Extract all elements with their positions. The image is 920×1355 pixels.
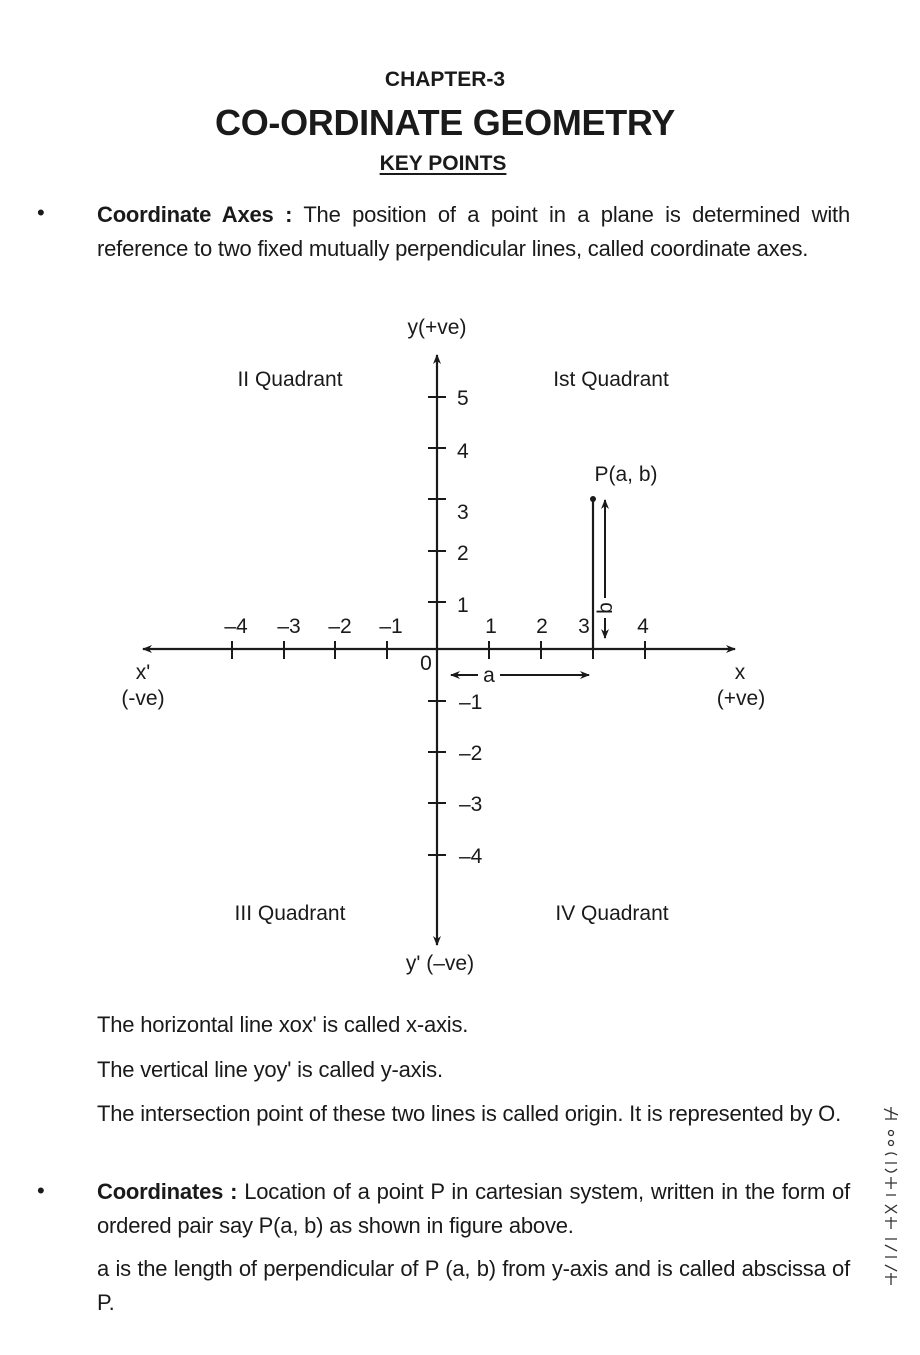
x-tick-label: 1 <box>485 615 497 638</box>
margin-stamp <box>880 1105 902 1290</box>
origin-paragraph: The intersection point of these two lines is called origin. It is represented by O. <box>97 1101 842 1126</box>
y-tick-label: –3 <box>459 793 483 816</box>
a-distance-label: a <box>483 664 495 687</box>
y-tick-label: –1 <box>459 691 483 714</box>
y-tick-label: –4 <box>459 845 483 868</box>
quadrant-4-label: IV Quadrant <box>555 902 669 925</box>
x-tick-label: 2 <box>536 615 548 638</box>
x-tick-label: –4 <box>224 615 248 638</box>
y-tick-label: 3 <box>457 501 469 524</box>
x-positive-label: (+ve) <box>716 687 766 710</box>
x-tick-label: 4 <box>637 615 649 638</box>
bullet-marker: • <box>37 1178 45 1203</box>
quadrant-2-label: II Quadrant <box>237 368 343 391</box>
chapter-number: CHAPTER-3 <box>384 68 506 91</box>
y-tick-label: –2 <box>459 742 483 765</box>
x-axis-label: x <box>734 661 746 684</box>
x-tick-label: 3 <box>578 615 590 638</box>
y-tick-label: 1 <box>457 594 469 617</box>
term-coordinates: Coordinates : <box>97 1179 238 1204</box>
quadrant-3-label: III Quadrant <box>234 902 346 925</box>
quadrant-1-label: Ist Quadrant <box>553 368 669 391</box>
chapter-title: CO-ORDINATE GEOMETRY <box>215 102 675 143</box>
coordinate-axes-definition: The position of a point in a plane is determined with reference to two fixed mutually perpendicular lines, called coordinate axes. <box>97 202 850 261</box>
term-coordinate-axes: Coordinate Axes : <box>97 202 293 227</box>
y-axis-paragraph: The vertical line yoy' is called y-axis. <box>97 1057 443 1082</box>
x-tick-label: –2 <box>328 615 352 638</box>
y-negative-label: y' (–ve) <box>405 952 475 975</box>
coordinate-axes-figure <box>0 300 920 990</box>
coordinates-definition: Location of a point P in cartesian system, written in the form of ordered pair say P(a, b) as shown in figure above. <box>97 1179 851 1238</box>
y-tick-label: 4 <box>457 440 469 463</box>
section-heading-text: KEY POINTS <box>379 152 507 175</box>
bullet-marker: • <box>37 200 45 225</box>
y-tick-label: 5 <box>457 387 469 410</box>
x-tick-label: –3 <box>277 615 301 638</box>
coordinate-axes-paragraph <box>97 198 850 265</box>
point-p-label: P(a, b) <box>594 463 658 486</box>
x-axis-paragraph: The horizontal line xox' is called x-axis. <box>97 1012 469 1037</box>
y-tick-label: 2 <box>457 542 469 565</box>
section-heading <box>0 152 886 176</box>
abscissa-paragraph: a is the length of perpendicular of P (a, b) from y-axis and is called abscissa of P. <box>97 1256 850 1315</box>
b-distance-label: b <box>594 602 617 614</box>
x-tick-label: –1 <box>379 615 403 638</box>
coordinates-paragraph <box>97 1175 850 1242</box>
xprime-axis-label: x' <box>135 661 151 684</box>
origin-label: 0 <box>420 652 432 675</box>
y-positive-label: y(+ve) <box>407 316 467 339</box>
x-negative-label: (-ve) <box>121 687 165 710</box>
